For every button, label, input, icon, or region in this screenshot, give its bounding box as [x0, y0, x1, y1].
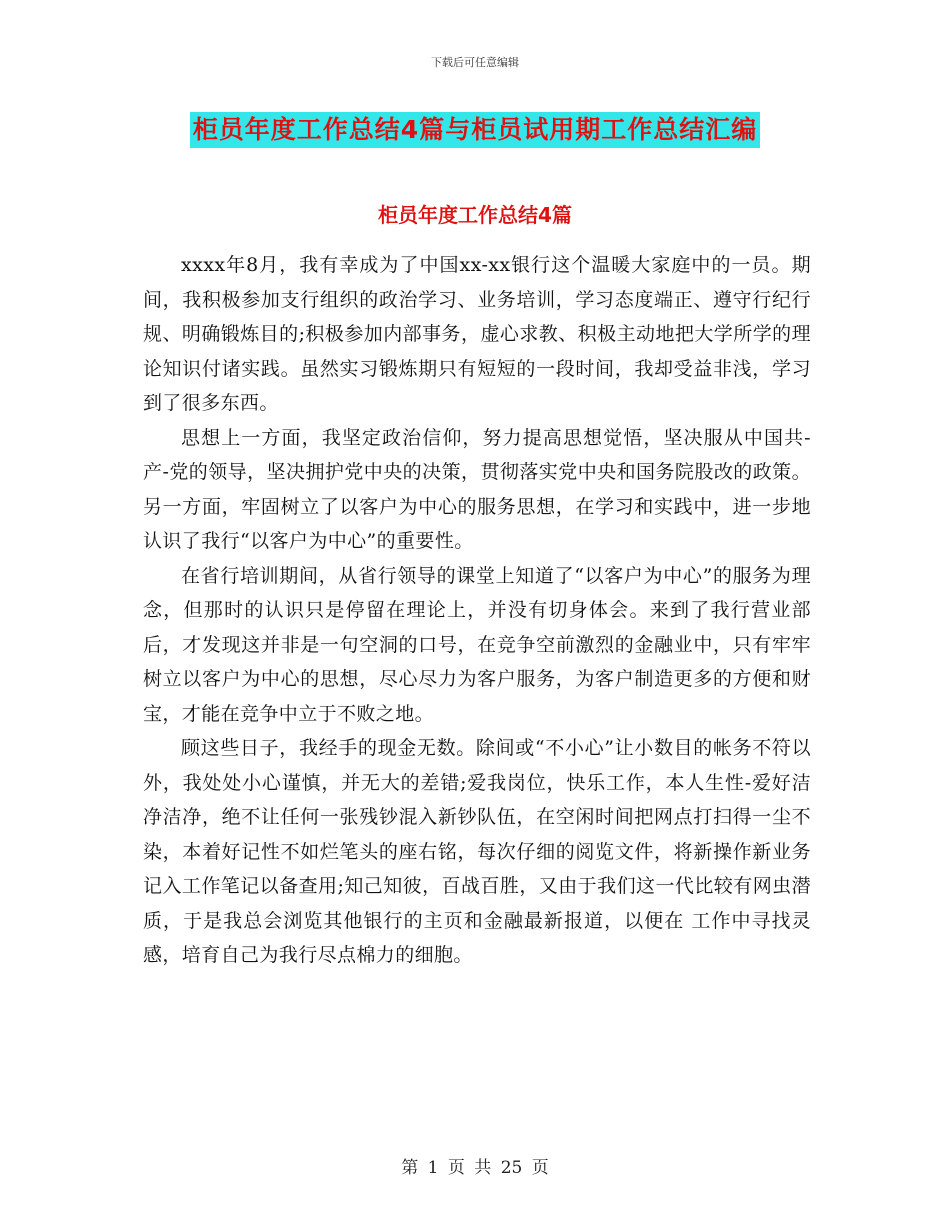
paragraph: 顾这些日子，我经手的现金无数。除间或“不小心”让小数目的帐务不符以外，我处处小心谨慎，并无大的差错;爱我岗位，快乐工作，本人生性-爱好洁净洁净，绝不让任何一张残钞混入新钞队伍，在空闲时间把网点打扫得一尘不染，本着好记性不如烂笔头的座右铭，每次仔细的阅览文件，将新操作新业务记入工作笔记以备查用;知己知彼，百战百胜，又由于我们这一代比较有网虫潜质，于是我总会浏览其他银行的主页和金融最新报道，以便在 工作中寻找灵感，培育自己为我行尽点棉力的细胞。	[143, 737, 811, 966]
paragraph: 在省行培训期间，从省行领导的课堂上知道了“以客户为中心”的服务为理念，但那时的认识只是停留在理论上，并没有切身体会。来到了我行营业部后，才发现这并非是一句空洞的口号，在竞争空前激烈的金融业中，只有牢牢树立以客户为中心的思想，尽心尽力为客户服务，为客户制造更多的方便和财宝，才能在竞争中立于不败之地。	[143, 564, 811, 725]
paragraph: 思想上一方面，我坚定政治信仰，努力提高思想觉悟，坚决服从中国共-产-党的领导，坚决拥护党中央的决策，贯彻落实党中央和国务院股改的政策。另一方面，牢固树立了以客户为中心的服务思想，在学习和实践中，进一步地认识了我行“以客户为中心”的重要性。	[143, 426, 811, 552]
section-heading: 柜员年度工作总结4篇	[378, 203, 572, 227]
document-title	[0, 112, 950, 148]
document-title-text: 柜员年度工作总结4篇与柜员试用期工作总结汇编	[190, 112, 760, 148]
document-body	[143, 248, 811, 973]
page-footer: 第 1 页 共 25 页	[401, 1158, 549, 1178]
page-header: 下载后可任意编辑	[431, 56, 519, 69]
paragraph: xxxx年8月，我有幸成为了中国xx-xx银行这个温暖大家庭中的一员。期间，我积极参加支行组织的政治学习、业务培训，学习态度端正、遵守行纪行规、明确锻炼目的;积极参加内部事务，虚心求教、积极主动地把大学所学的理论知识付诸实践。虽然实习锻炼期只有短短的一段时间，我却受益非浅，学习到了很多东西。	[143, 254, 811, 414]
